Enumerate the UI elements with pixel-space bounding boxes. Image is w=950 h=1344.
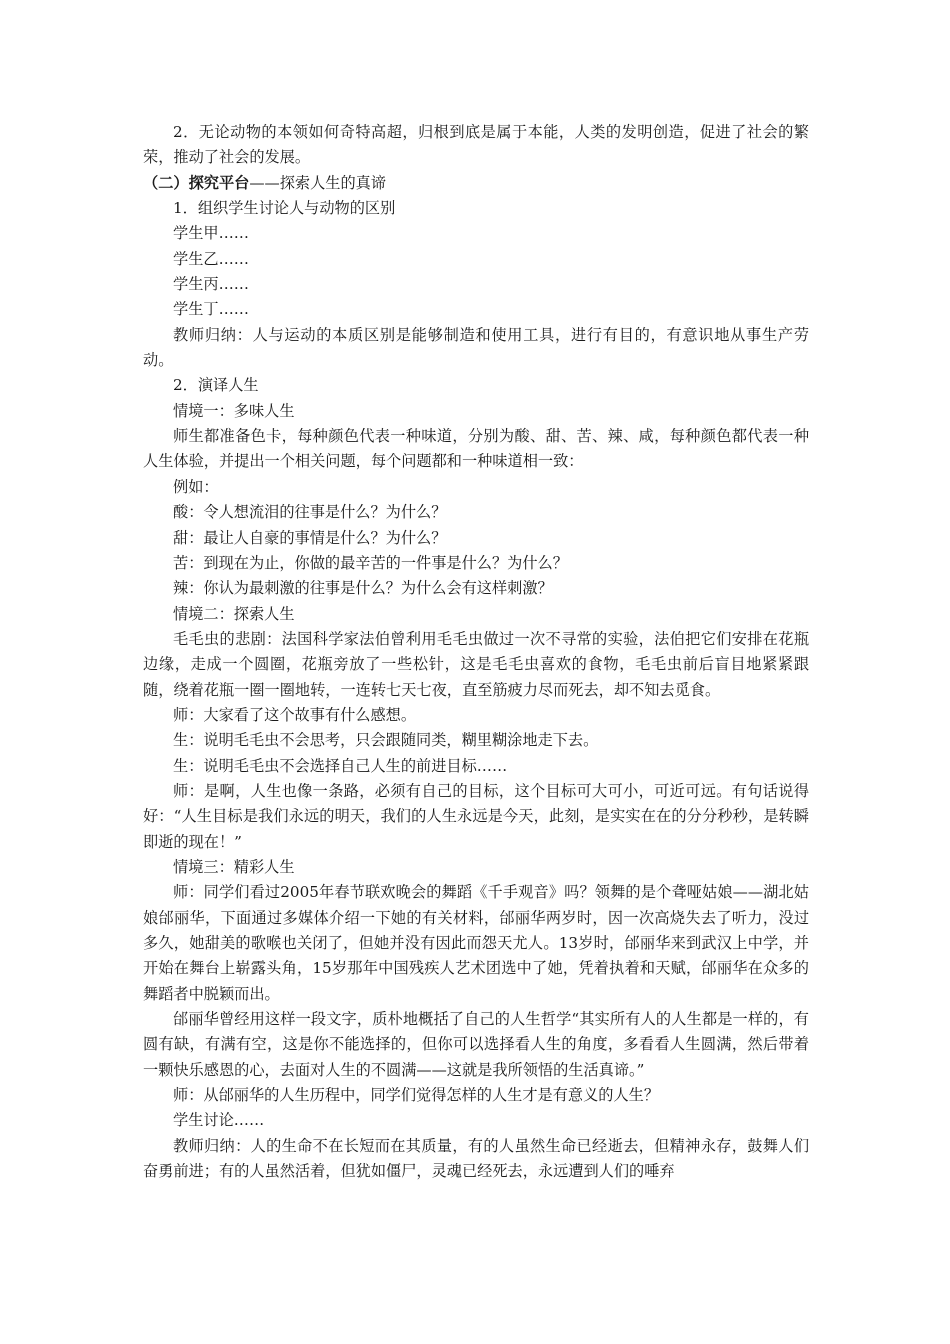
document-body — [143, 120, 809, 1184]
paragraph: 学生丙…… — [173, 275, 249, 294]
paragraph: 2．无论动物的本领如何奇特高超，归根到底是属于本能，人类的发明创造，促进了社会的繁荣，推动了社会的发展。 — [143, 123, 809, 167]
paragraph: 教师归纳：人的生命不在长短而在其质量，有的人虽然生命已经逝去，但精神永存，鼓舞人们奋勇前进；有的人虽然活着，但犹如僵尸，灵魂已经死去，永远遭到人们的唾弃 — [143, 1136, 809, 1181]
paragraph: 邰丽华曾经用这样一段文字，质朴地概括了自己的人生哲学“其实所有人的人生都是一样的，有圆有缺，有满有空，这是你不能选择的，但你可以选择看人生的角度，多看看人生圆满，然后带着一颗快乐感恩的心，去面对人生的不圆满——这就是我所领悟的生活真谛。” — [143, 1010, 809, 1079]
paragraph: 生：说明毛毛虫不会选择自己人生的前进目标…… — [173, 756, 508, 775]
section-heading — [143, 171, 809, 196]
paragraph: 师：从邰丽华的人生历程中，同学们觉得怎样的人生才是有意义的人生？ — [173, 1086, 659, 1105]
paragraph: 学生乙…… — [173, 249, 249, 268]
paragraph: 师：同学们看过2005年春节联欢晚会的舞蹈《千手观音》吗？领舞的是个聋哑姑娘——湖北姑娘邰丽华，下面通过多媒体介绍一下她的有关材料，邰丽华两岁时，因一次高烧失去了听力，没过多久，她甜美的歌喉也关闭了，但她并没有因此而怨天尤人。13岁时，邰丽华来到武汉上中学，并开始在舞台上崭露头角，15岁那年中国残疾人艺术团选中了她，凭着执着和天赋，邰丽华在众多的舞蹈者中脱颖而出。 — [143, 883, 809, 1003]
paragraph: 1．组织学生讨论人与动物的区别 — [173, 199, 396, 218]
paragraph: 师：大家看了这个故事有什么感想。 — [173, 705, 416, 724]
paragraph: 例如： — [173, 477, 219, 496]
paragraph: 师：是啊，人生也像一条路，必须有自己的目标，这个目标可大可小，可近可远。有句话说得好：“人生目标是我们永远的明天，我们的人生永远是今天，此刻，是实实在在的分分秒秒，是转瞬即逝的现在！” — [143, 781, 809, 851]
paragraph: 2．演译人生 — [173, 376, 259, 395]
paragraph: 甜：最让人自豪的事情是什么？为什么？ — [173, 528, 447, 547]
paragraph: 苦：到现在为止，你做的最辛苦的一件事是什么？为什么？ — [173, 553, 568, 572]
paragraph: 毛毛虫的悲剧：法国科学家法伯曾利用毛毛虫做过一次不寻常的实验，法伯把它们安排在花瓶边缘，走成一个圆圈，花瓶旁放了一些松针，这是毛毛虫喜欢的食物，毛毛虫前后盲目地紧紧跟随，绕着花瓶一圈一圈地转，一连转七天七夜，直至筋疲力尽而死去，却不知去觅食。 — [143, 629, 809, 699]
paragraph: 情境一：多味人生 — [173, 401, 295, 420]
paragraph: 酸：令人想流泪的往事是什么？为什么？ — [173, 503, 447, 522]
paragraph: 学生丁…… — [173, 300, 249, 319]
paragraph: 辣：你认为最刺激的往事是什么？为什么会有这样刺激？ — [173, 579, 553, 598]
paragraph: 学生甲…… — [173, 224, 249, 243]
paragraph: 教师归纳：人与运动的本质区别是能够制造和使用工具，进行有目的，有意识地从事生产劳动。 — [143, 325, 809, 370]
paragraph: 情境三：精彩人生 — [173, 857, 295, 876]
paragraph: 生：说明毛毛虫不会思考，只会跟随同类，糊里糊涂地走下去。 — [173, 731, 599, 750]
paragraph: 学生讨论…… — [173, 1111, 265, 1130]
section-heading-rest: ——探索人生的真谛 — [249, 173, 386, 192]
section-heading-bold: （二）探究平台 — [143, 173, 250, 192]
paragraph: 师生都准备色卡，每种颜色代表一种味道，分别为酸、甜、苦、辣、咸，每种颜色都代表一种人生体验，并提出一个相关问题，每个问题都和一种味道相一致： — [143, 427, 809, 471]
paragraph: 情境二：探索人生 — [173, 604, 295, 623]
